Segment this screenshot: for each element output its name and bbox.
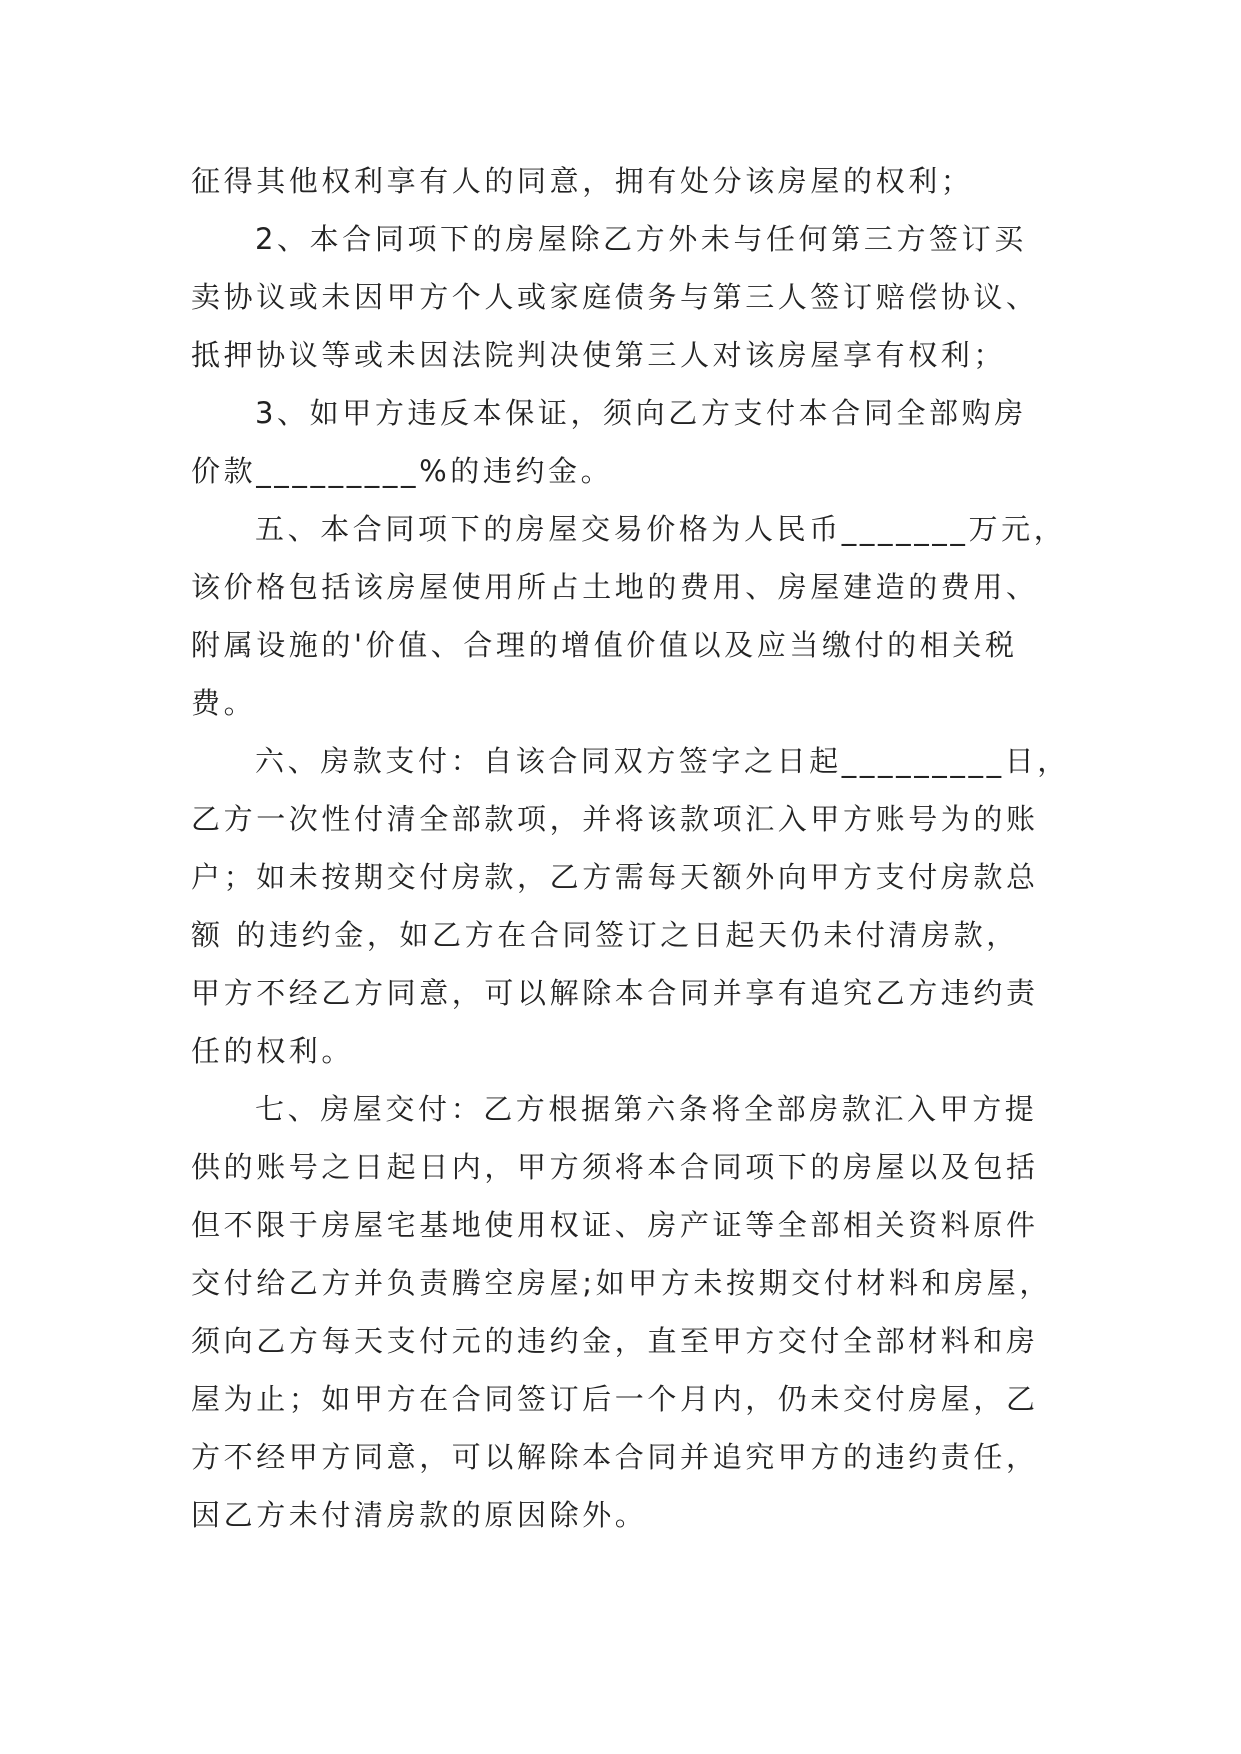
- text-line: 须向乙方每天支付元的违约金，直至甲方交付全部材料和房: [191, 1324, 1039, 1358]
- text-line: 征得其他权利享有人的同意，拥有处分该房屋的权利；: [191, 164, 974, 198]
- text-line: 额 的违约金，如乙方在合同签订之日起天仍未付清房款，: [191, 918, 1019, 952]
- text-line: 任的权利。: [191, 1034, 355, 1068]
- text-line: 抵押协议等或未因法院判决使第三人对该房屋享有权利；: [191, 338, 1007, 372]
- text-line: 3、如甲方违反本保证，须向乙方支付本合同全部购房: [255, 396, 1027, 430]
- text-line: 供的账号之日起日内，甲方须将本合同项下的房屋以及包括: [191, 1150, 1039, 1184]
- text-line: 费。: [191, 686, 257, 720]
- text-line: 七、房屋交付：乙方根据第六条将全部房款汇入甲方提: [255, 1092, 1038, 1126]
- text-line: 该价格包括该房屋使用所占土地的费用、房屋建造的费用、: [191, 570, 1039, 604]
- text-line: 但不限于房屋宅基地使用权证、房产证等全部相关资料原件: [191, 1208, 1039, 1242]
- text-line: 因乙方未付清房款的原因除外。: [191, 1498, 648, 1532]
- text-line: 附属设施的'价值、合理的增值价值以及应当缴付的相关税: [191, 628, 1018, 662]
- contract-text: [191, 152, 1071, 1544]
- text-line: 乙方一次性付清全部款项，并将该款项汇入甲方账号为的账: [191, 802, 1039, 836]
- text-line: 交付给乙方并负责腾空房屋;如甲方未按期交付材料和房屋，: [191, 1266, 1052, 1300]
- text-line: 方不经甲方同意，可以解除本合同并追究甲方的违约责任，: [191, 1440, 1039, 1474]
- text-line: 六、房款支付：自该合同双方签字之日起_________日，: [255, 744, 1070, 778]
- text-line: 屋为止；如甲方在合同签订后一个月内，仍未交付房屋，乙: [191, 1382, 1039, 1416]
- text-line: 价款_________%的违约金。: [191, 454, 614, 488]
- text-line: 卖协议或未因甲方个人或家庭债务与第三人签订赔偿协议、: [191, 280, 1039, 314]
- text-line: 五、本合同项下的房屋交易价格为人民币_______万元，: [255, 512, 1067, 546]
- text-line: 户；如未按期交付房款，乙方需每天额外向甲方支付房款总: [191, 860, 1039, 894]
- text-line: 甲方不经乙方同意，可以解除本合同并享有追究乙方违约责: [191, 976, 1039, 1010]
- text-line: 2、本合同项下的房屋除乙方外未与任何第三方签订买: [255, 222, 1027, 256]
